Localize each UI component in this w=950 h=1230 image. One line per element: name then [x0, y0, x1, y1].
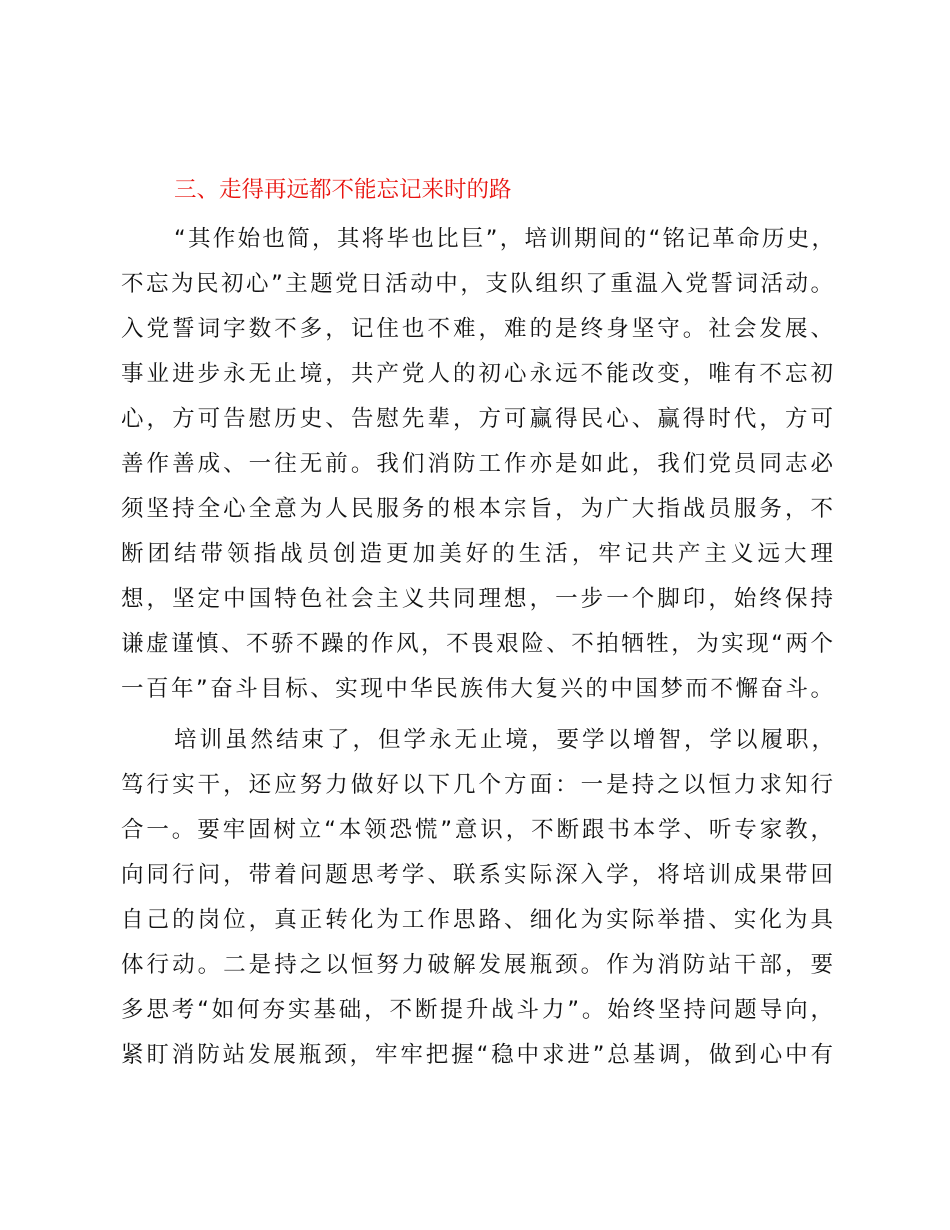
paragraph-line: 紧盯消防站发展瓶颈，牢牢把握“稳中求进”总基调，做到心中有 — [121, 1042, 833, 1068]
paragraph-line: 多思考“如何夯实基础，不断提升战斗力”。始终坚持问题导向， — [121, 997, 833, 1023]
paragraph-line: 自己的岗位，真正转化为工作思路、细化为实际举措、实化为具 — [121, 907, 833, 933]
paragraph-line: 断团结带领指战员创造更加美好的生活，牢记共产主义远大理 — [121, 541, 833, 567]
paragraph-line: 不忘为民初心”主题党日活动中，支队组织了重温入党誓词活动。 — [121, 271, 833, 297]
paragraph-line: 善作善成、一往无前。我们消防工作亦是如此，我们党员同志必 — [121, 451, 833, 477]
paragraph-line: 体行动。二是持之以恒努力破解发展瓶颈。作为消防站干部，要 — [121, 952, 833, 978]
paragraph-line: 心，方可告慰历史、告慰先辈，方可赢得民心、赢得时代，方可 — [121, 406, 833, 432]
paragraph-line: 谦虚谨慎、不骄不躁的作风，不畏艰险、不拍牺牲，为实现“两个 — [121, 631, 833, 657]
paragraph-line: 事业进步永无止境，共产党人的初心永远不能改变，唯有不忘初 — [121, 361, 833, 387]
paragraph-line: 入党誓词字数不多，记住也不难，难的是终身坚守。社会发展、 — [121, 316, 833, 342]
section-heading: 三、走得再远都不能忘记来时的路 — [174, 177, 512, 203]
paragraph-line: 笃行实干，还应努力做好以下几个方面：一是持之以恒力求知行 — [121, 772, 833, 798]
paragraph-line: 一百年”奋斗目标、实现中华民族伟大复兴的中国梦而不懈奋斗。 — [121, 676, 833, 702]
paragraph-line: 合一。要牢固树立“本领恐慌”意识，不断跟书本学、听专家教， — [121, 817, 833, 843]
paragraph-line: 想，坚定中国特色社会主义共同理想，一步一个脚印，始终保持 — [121, 586, 833, 612]
paragraph-line: “其作始也简，其将毕也比巨”，培训期间的“铭记革命历史， — [174, 226, 834, 252]
paragraph-line: 培训虽然结束了，但学永无止境，要学以增智，学以履职， — [174, 727, 834, 753]
paragraph-line: 须坚持全心全意为人民服务的根本宗旨，为广大指战员服务，不 — [121, 496, 833, 522]
paragraph-line: 向同行问，带着问题思考学、联系实际深入学，将培训成果带回 — [121, 862, 833, 888]
